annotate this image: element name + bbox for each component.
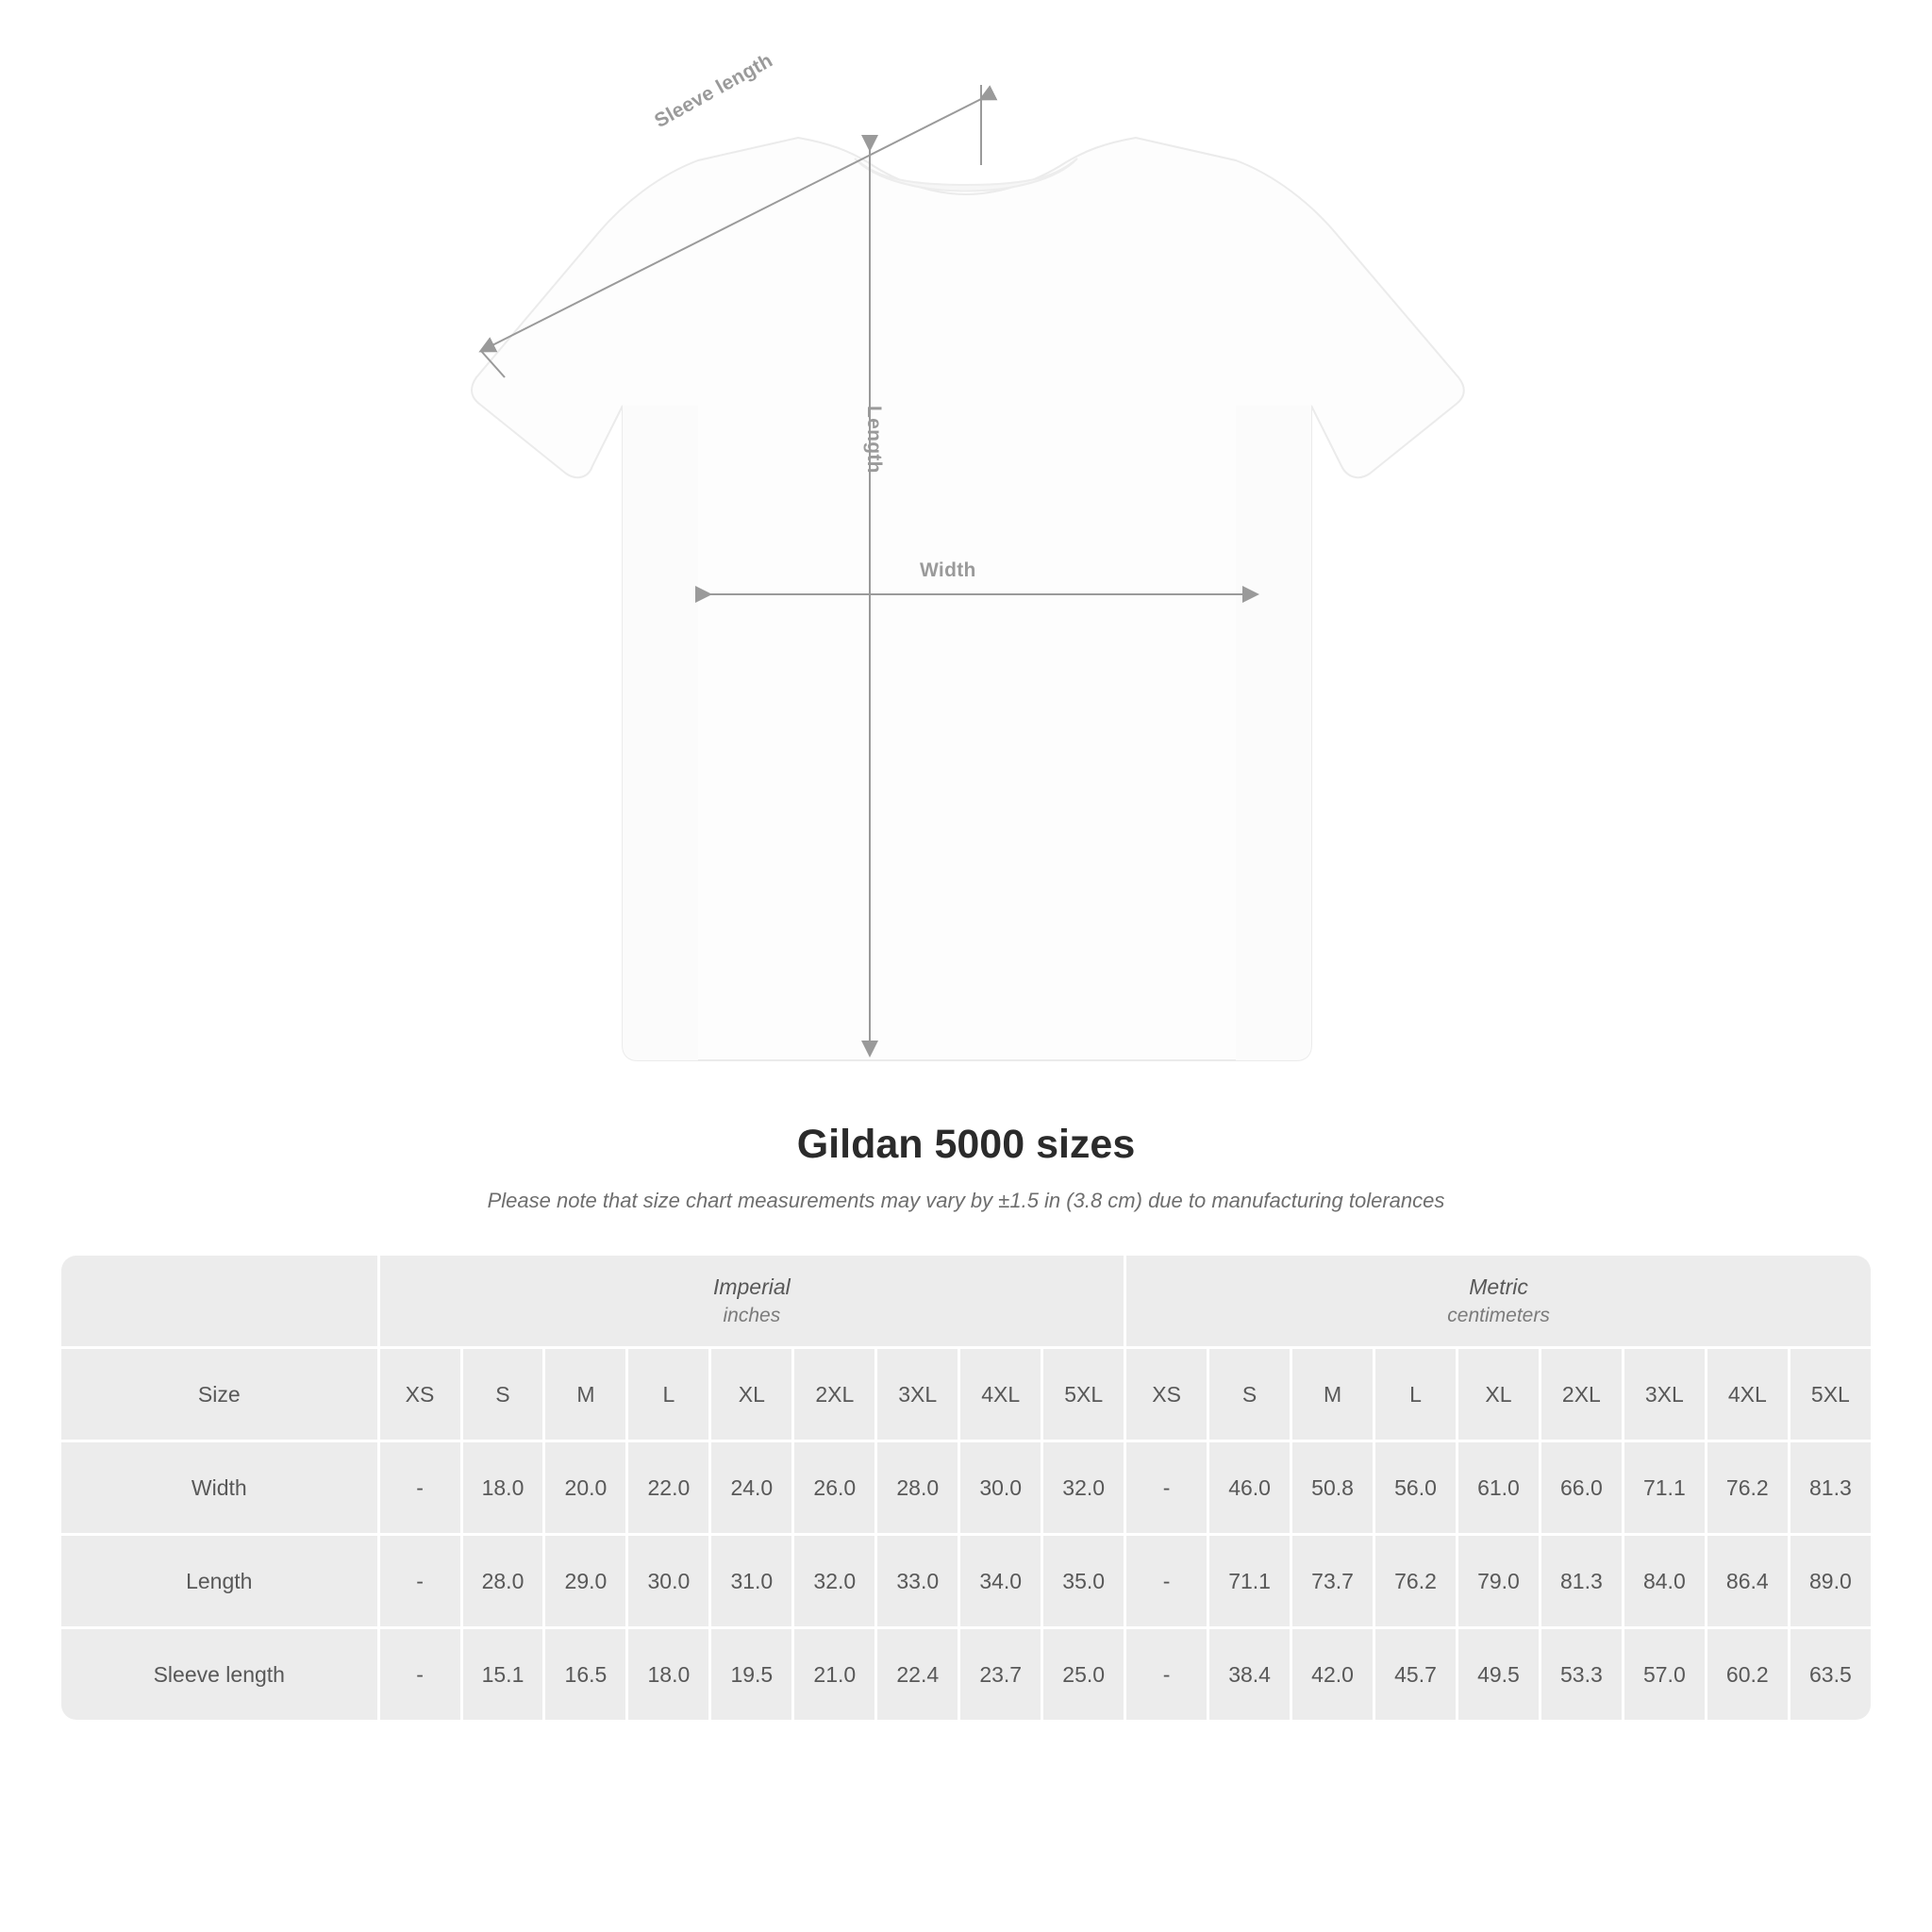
unit-header-metric — [1126, 1256, 1871, 1346]
unit-sub-metric: centimeters — [1447, 1305, 1550, 1327]
cell-length-metric-s: 71.1 — [1209, 1536, 1290, 1626]
col-head-metric-3xl: 3XL — [1624, 1349, 1705, 1440]
cell-width-metric-5xl: 81.3 — [1790, 1442, 1871, 1533]
cell-length-metric-2xl: 81.3 — [1541, 1536, 1622, 1626]
cell-sleeve-metric-xl: 49.5 — [1458, 1629, 1539, 1720]
size-table-wrapper — [58, 1253, 1874, 1723]
cell-length-imperial-xl: 31.0 — [711, 1536, 791, 1626]
col-head-imperial-l: L — [628, 1349, 708, 1440]
cell-sleeve-imperial-l: 18.0 — [628, 1629, 708, 1720]
col-head-imperial-5xl: 5XL — [1043, 1349, 1124, 1440]
cell-sleeve-metric-2xl: 53.3 — [1541, 1629, 1622, 1720]
width-label: Width — [920, 559, 976, 581]
col-head-imperial-4xl: 4XL — [960, 1349, 1041, 1440]
cell-width-imperial-xl: 24.0 — [711, 1442, 791, 1533]
cell-length-imperial-m: 29.0 — [545, 1536, 625, 1626]
cell-length-imperial-4xl: 34.0 — [960, 1536, 1041, 1626]
table-row — [61, 1442, 1871, 1533]
col-head-imperial-2xl: 2XL — [794, 1349, 874, 1440]
col-head-imperial-xl: XL — [711, 1349, 791, 1440]
col-head-metric-5xl: 5XL — [1790, 1349, 1871, 1440]
cell-sleeve-imperial-s: 15.1 — [463, 1629, 543, 1720]
col-head-metric-4xl: 4XL — [1707, 1349, 1788, 1440]
cell-width-metric-s: 46.0 — [1209, 1442, 1290, 1533]
col-head-metric-l: L — [1375, 1349, 1456, 1440]
col-head-imperial-s: S — [463, 1349, 543, 1440]
cell-sleeve-metric-3xl: 57.0 — [1624, 1629, 1705, 1720]
cell-length-metric-3xl: 84.0 — [1624, 1536, 1705, 1626]
col-head-metric-2xl: 2XL — [1541, 1349, 1622, 1440]
row-label-sleeve-length: Sleeve length — [61, 1629, 377, 1720]
cell-width-metric-m: 50.8 — [1292, 1442, 1373, 1533]
cell-sleeve-metric-m: 42.0 — [1292, 1629, 1373, 1720]
cell-length-metric-xs: - — [1126, 1536, 1207, 1626]
cell-width-imperial-m: 20.0 — [545, 1442, 625, 1533]
length-label: Length — [863, 406, 885, 474]
col-head-imperial-m: M — [545, 1349, 625, 1440]
cell-length-imperial-3xl: 33.0 — [877, 1536, 958, 1626]
unit-header-imperial — [380, 1256, 1124, 1346]
sleeve-length-label: Sleeve length — [651, 49, 776, 133]
table-row — [61, 1536, 1871, 1626]
col-head-imperial-3xl: 3XL — [877, 1349, 958, 1440]
unit-name-metric: Metric — [1469, 1274, 1528, 1299]
tolerance-note: Please note that size chart measurements may vary by ±1.5 in (3.8 cm) due to manufacturing tolerances — [487, 1189, 1445, 1212]
unit-name-imperial: Imperial — [712, 1274, 791, 1299]
cell-length-metric-m: 73.7 — [1292, 1536, 1373, 1626]
size-table — [58, 1253, 1874, 1723]
cell-width-imperial-5xl: 32.0 — [1043, 1442, 1124, 1533]
cell-length-imperial-xs: - — [380, 1536, 460, 1626]
cell-sleeve-imperial-m: 16.5 — [545, 1629, 625, 1720]
cell-sleeve-imperial-xs: - — [380, 1629, 460, 1720]
cell-width-imperial-4xl: 30.0 — [960, 1442, 1041, 1533]
cell-length-metric-l: 76.2 — [1375, 1536, 1456, 1626]
cell-width-imperial-s: 18.0 — [463, 1442, 543, 1533]
unit-header-row — [61, 1256, 1871, 1346]
cell-width-metric-xs: - — [1126, 1442, 1207, 1533]
cell-sleeve-imperial-3xl: 22.4 — [877, 1629, 958, 1720]
table-row — [61, 1629, 1871, 1720]
col-head-metric-s: S — [1209, 1349, 1290, 1440]
cell-sleeve-metric-xs: - — [1126, 1629, 1207, 1720]
cell-length-imperial-l: 30.0 — [628, 1536, 708, 1626]
unit-sub-imperial: inches — [723, 1305, 781, 1327]
cell-width-imperial-3xl: 28.0 — [877, 1442, 958, 1533]
col-head-metric-m: M — [1292, 1349, 1373, 1440]
cell-sleeve-imperial-4xl: 23.7 — [960, 1629, 1041, 1720]
cell-sleeve-imperial-2xl: 21.0 — [794, 1629, 874, 1720]
size-header-row — [61, 1349, 1871, 1440]
cell-width-metric-4xl: 76.2 — [1707, 1442, 1788, 1533]
cell-sleeve-metric-s: 38.4 — [1209, 1629, 1290, 1720]
cell-width-metric-l: 56.0 — [1375, 1442, 1456, 1533]
tshirt-shape — [472, 138, 1464, 1060]
cell-sleeve-imperial-5xl: 25.0 — [1043, 1629, 1124, 1720]
cell-width-metric-3xl: 71.1 — [1624, 1442, 1705, 1533]
cell-length-metric-5xl: 89.0 — [1790, 1536, 1871, 1626]
col-head-metric-xs: XS — [1126, 1349, 1207, 1440]
size-header-label: Size — [61, 1349, 377, 1440]
col-head-imperial-xs: XS — [380, 1349, 460, 1440]
cell-width-imperial-2xl: 26.0 — [794, 1442, 874, 1533]
cell-length-metric-xl: 79.0 — [1458, 1536, 1539, 1626]
cell-sleeve-metric-5xl: 63.5 — [1790, 1629, 1871, 1720]
cell-length-metric-4xl: 86.4 — [1707, 1536, 1788, 1626]
cell-width-imperial-l: 22.0 — [628, 1442, 708, 1533]
cell-width-metric-2xl: 66.0 — [1541, 1442, 1622, 1533]
cell-sleeve-metric-4xl: 60.2 — [1707, 1629, 1788, 1720]
cell-sleeve-imperial-xl: 19.5 — [711, 1629, 791, 1720]
page-title: Gildan 5000 sizes — [796, 1122, 1136, 1167]
cell-sleeve-metric-l: 45.7 — [1375, 1629, 1456, 1720]
col-head-metric-xl: XL — [1458, 1349, 1539, 1440]
cell-length-imperial-2xl: 32.0 — [794, 1536, 874, 1626]
cell-width-metric-xl: 61.0 — [1458, 1442, 1539, 1533]
cell-length-imperial-5xl: 35.0 — [1043, 1536, 1124, 1626]
row-label-length: Length — [61, 1536, 377, 1626]
table-corner — [61, 1256, 377, 1346]
cell-length-imperial-s: 28.0 — [463, 1536, 543, 1626]
row-label-width: Width — [61, 1442, 377, 1533]
cell-width-imperial-xs: - — [380, 1442, 460, 1533]
